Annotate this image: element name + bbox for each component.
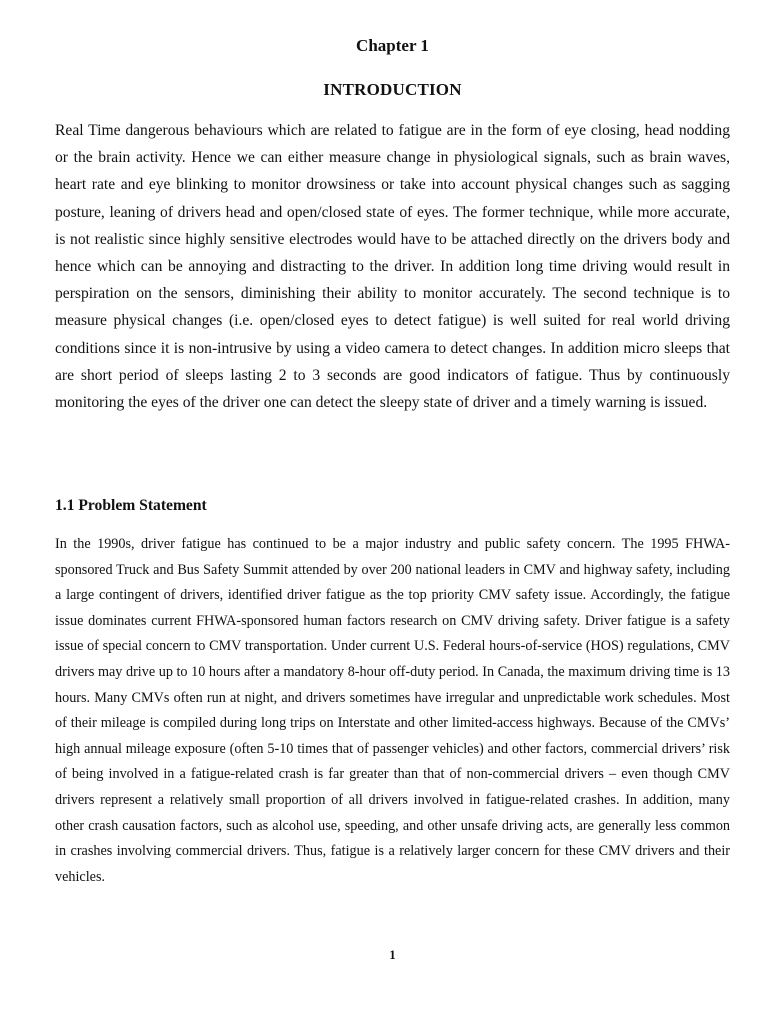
chapter-label: Chapter 1 (356, 36, 429, 55)
intro-paragraph: Real Time dangerous behaviours which are related to fatigue are in the form of eye closing, head nodding or the brain activity. Hence we can either measure change in physiological signals, such as brain waves, heart rate and eye blinking to monitor drowsiness or take into account physical changes such as sagging posture, leaning of drivers head and open/closed state of eyes. The former technique, while more accurate, is not realistic since highly sensitive electrodes would have to be attached directly on the drivers body and hence which can be annoying and distracting to the driver. In addition long time driving would result in perspiration on the sensors, diminishing their ability to monitor accurately. The second technique is to measure physical changes (i.e. open/closed eyes to detect fatigue) is well suited for real world driving conditions since it is non-intrusive by using a video camera to detect changes. In addition micro sleeps that are short period of sleeps lasting 2 to 3 seconds are good indicators of fatigue. Thus by continuously monitoring the eyes of the driver one can detect the sleepy state of driver and a timely warning is issued. (55, 122, 730, 412)
section-paragraph: In the 1990s, driver fatigue has continued to be a major industry and public safety concern. The 1995 FHWA-sponsored Truck and Bus Safety Summit attended by over 200 national leaders in CMV and highway safety, including a large contingent of drivers, identified driver fatigue as the top priority CMV safety issue. Accordingly, the fatigue issue dominates current FHWA-sponsored human factors research on CMV driving safety. Driver fatigue is a safety issue of special concern to CMV transportation. Under current U.S. Federal hours-of-service (HOS) regulations, CMV drivers may drive up to 10 hours after a mandatory 8-hour off-duty period. In Canada, the maximum driving time is 13 hours. Many CMVs often run at night, and drivers sometimes have irregular and unpredictable work schedules. Most of their mileage is compiled during long trips on Interstate and other limited-access highways. Because of the CMVs’ high annual mileage exposure (often 5-10 times that of passenger vehicles) and other factors, commercial drivers’ risk of being involved in a fatigue-related crash is far greater than that of non-commercial drivers – even though CMV drivers represent a relatively small proportion of all drivers involved in fatigue-related crashes. In addition, many other crash causation factors, such as alcohol use, speeding, and other unsafe driving acts, are generally less common in crashes involving commercial drivers. Thus, fatigue is a relatively larger concern for these CMV drivers and their vehicles. (55, 536, 730, 885)
document-page (55, 0, 730, 1024)
section-heading: 1.1 Problem Statement (55, 497, 207, 514)
page-number: 1 (389, 948, 396, 962)
chapter-title: INTRODUCTION (323, 80, 462, 99)
